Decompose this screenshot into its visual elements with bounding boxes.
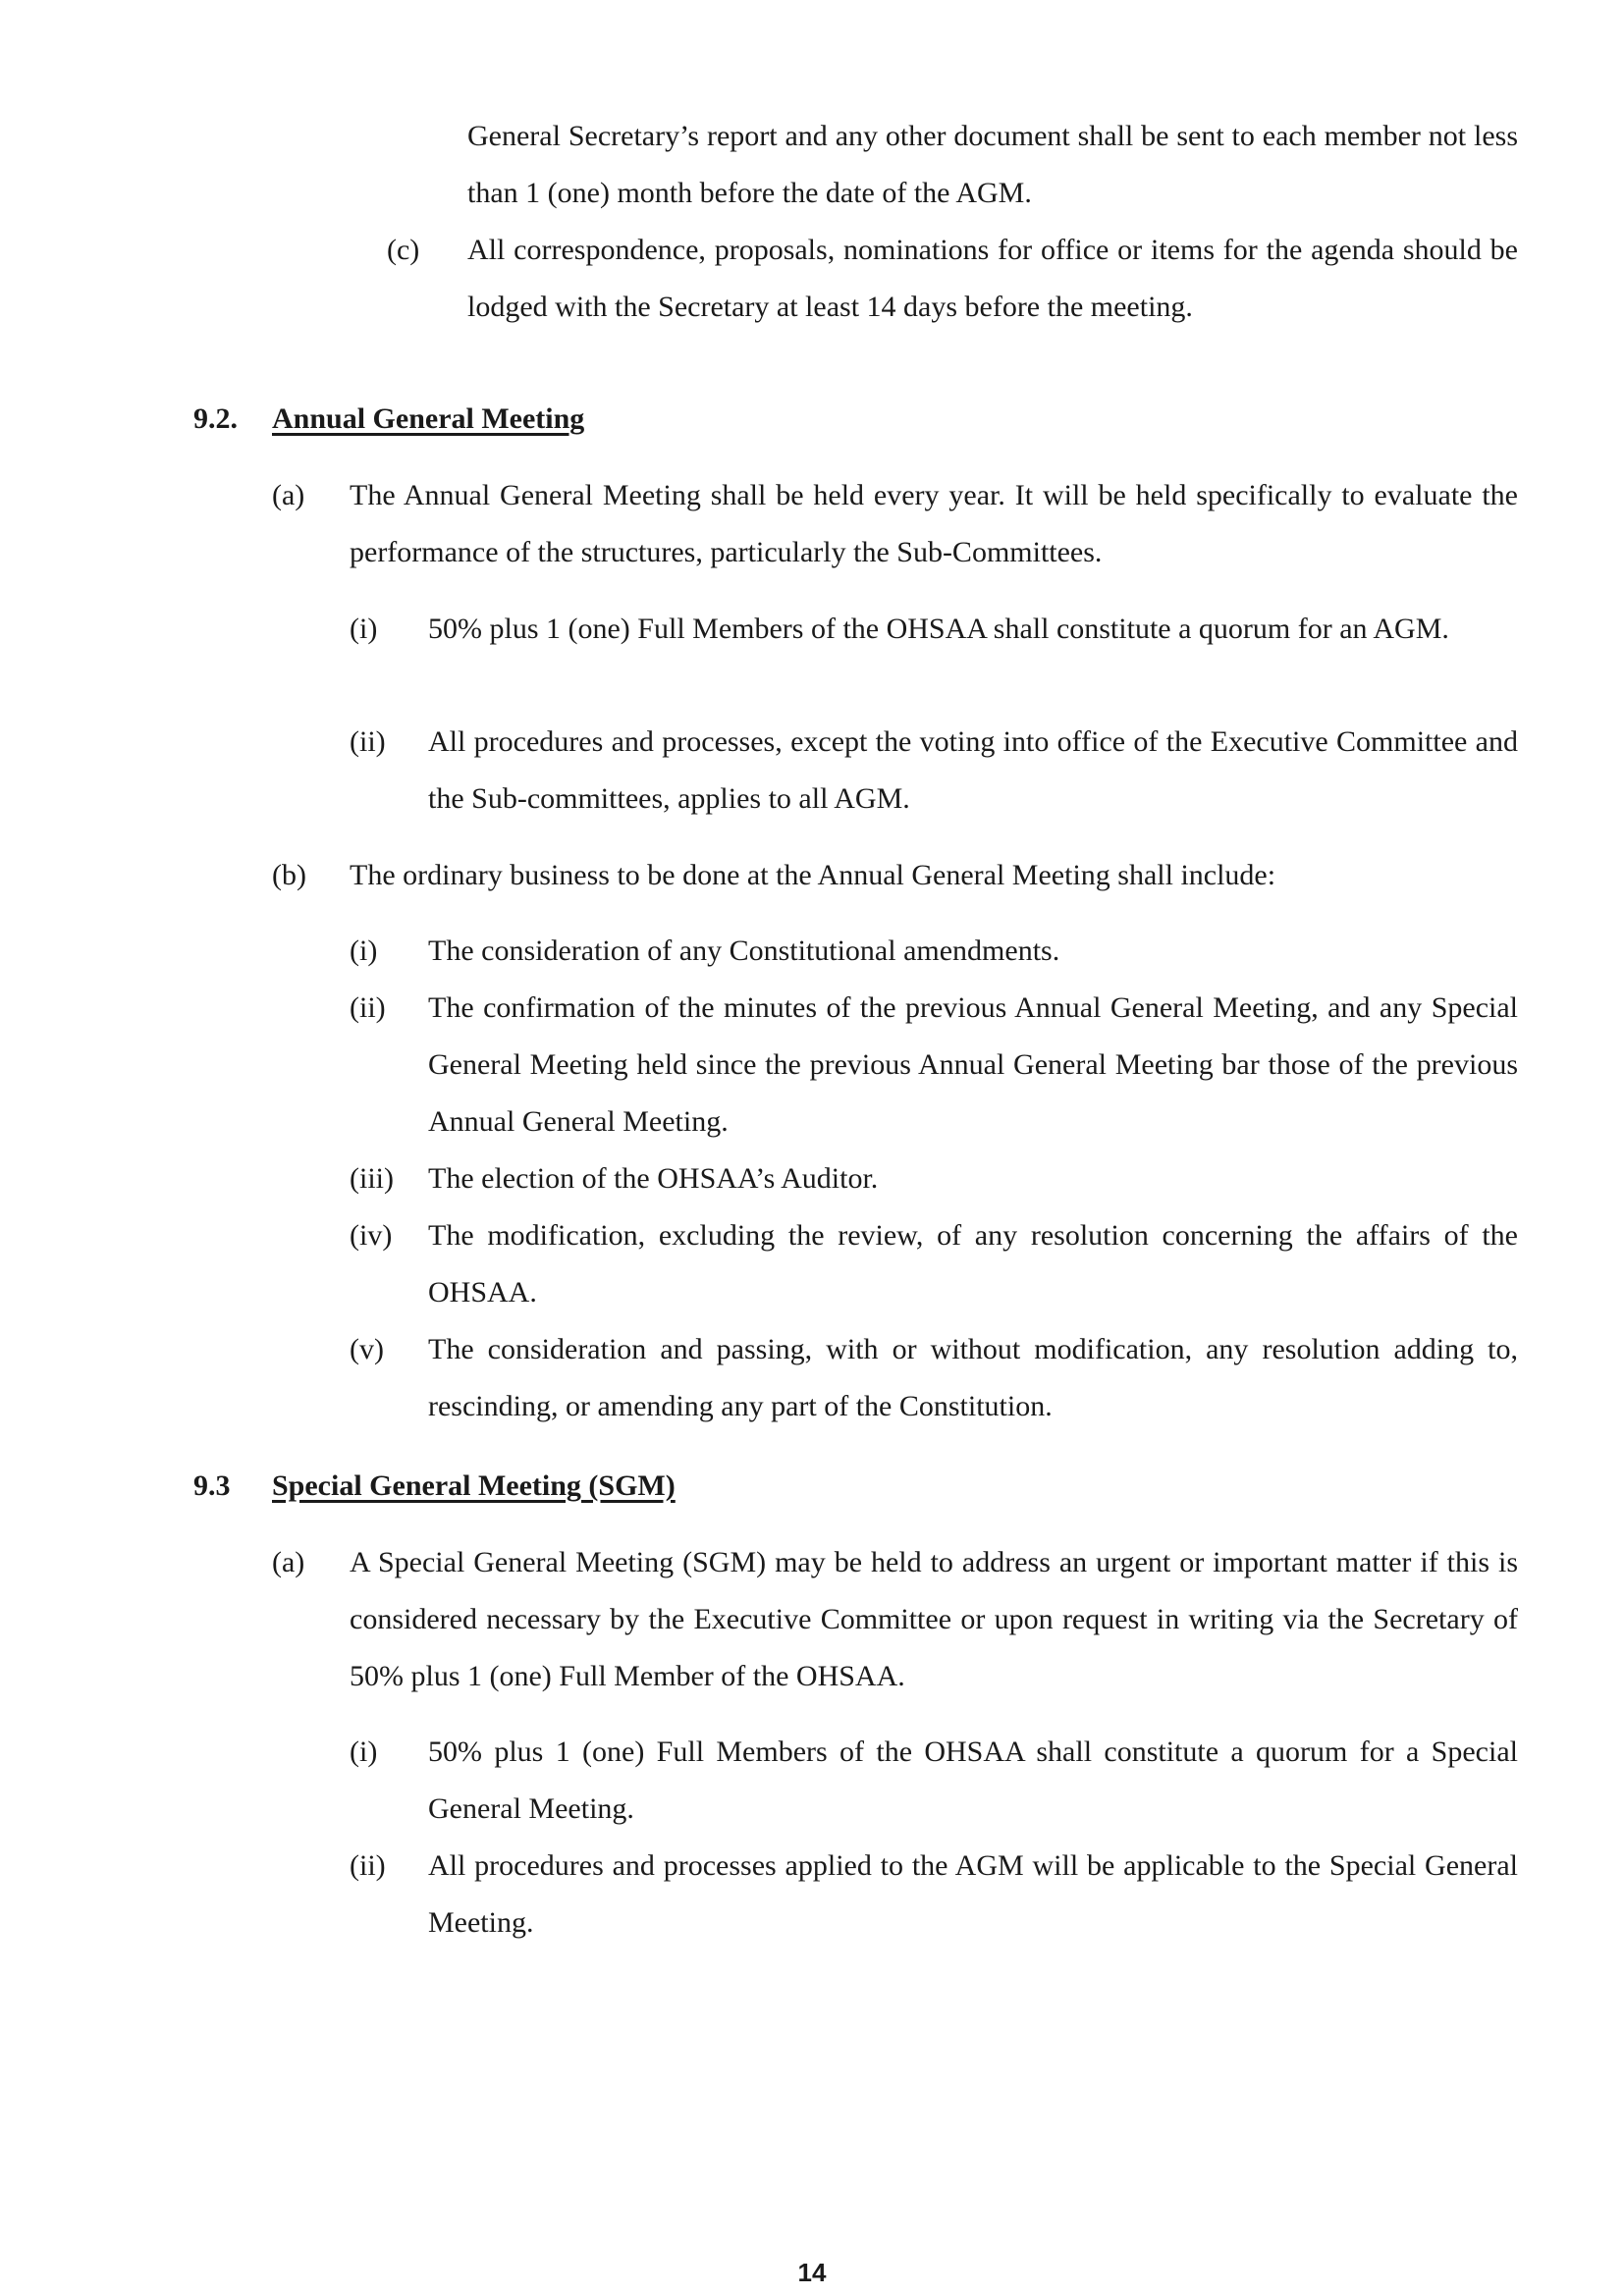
item-c-text: All correspondence, proposals, nominations for office or items for the agenda should be lodged with the Secretary at least 14 days before the meeting. bbox=[467, 234, 1518, 323]
item-c-marker: (c) bbox=[387, 234, 420, 266]
continued-paragraph: General Secretary’s report and any other document shall be sent to each member not less than 1 (one) month before the date of the AGM. bbox=[467, 120, 1518, 209]
s93-a-ii-text: All procedures and processes applied to the AGM will be applicable to the Special General Meeting. bbox=[428, 1849, 1518, 1939]
s92-b-marker: (b) bbox=[272, 859, 306, 891]
s92-a-i-marker: (i) bbox=[350, 613, 378, 645]
s92-b-iii-text: The election of the OHSAA’s Auditor. bbox=[428, 1162, 879, 1195]
s92-b-iv-marker: (iv) bbox=[350, 1219, 393, 1252]
s93-a-i-marker: (i) bbox=[350, 1735, 378, 1768]
s92-b-iv-text: The modification, excluding the review, of any resolution concerning the affairs of the OHSAA. bbox=[428, 1219, 1518, 1308]
s93-a-marker: (a) bbox=[272, 1546, 305, 1578]
page-number: 14 bbox=[797, 2258, 827, 2287]
section-9-2-title: Annual General Meeting bbox=[272, 402, 585, 435]
s93-a-i-text: 50% plus 1 (one) Full Members of the OHSAA shall constitute a quorum for a Special General Meeting. bbox=[428, 1735, 1518, 1825]
s92-b-ii-marker: (ii) bbox=[350, 991, 386, 1024]
s92-b-ii-text: The confirmation of the minutes of the previous Annual General Meeting, and any Special General Meeting held since the previous Annual General Meeting bar those of the previous Annual General Meeting. bbox=[428, 991, 1518, 1138]
s92-b-text: The ordinary business to be done at the Annual General Meeting shall include: bbox=[350, 859, 1276, 891]
s93-a-text: A Special General Meeting (SGM) may be held to address an urgent or important matter if this is considered necessary by the Executive Committee or upon request in writing via the Secretary of 50% plus 1 (one) Full Member of the OHSAA. bbox=[350, 1546, 1518, 1692]
s92-a-marker: (a) bbox=[272, 479, 305, 511]
s92-b-i-marker: (i) bbox=[350, 934, 378, 967]
s92-b-v-text: The consideration and passing, with or without modification, any resolution adding to, rescinding, or amending any part of the Constitution. bbox=[428, 1333, 1518, 1422]
section-9-3-title: Special General Meeting (SGM) bbox=[272, 1469, 676, 1502]
s92-b-i-text: The consideration of any Constitutional amendments. bbox=[428, 934, 1060, 967]
s92-b-v-marker: (v) bbox=[350, 1333, 384, 1365]
section-9-2-number: 9.2. bbox=[193, 402, 238, 435]
s92-a-text: The Annual General Meeting shall be held every year. It will be held specifically to evaluate the performance of the structures, particularly the Sub-Committees. bbox=[350, 479, 1518, 568]
s92-a-i-text: 50% plus 1 (one) Full Members of the OHSAA shall constitute a quorum for an AGM. bbox=[428, 613, 1449, 645]
s93-a-ii-marker: (ii) bbox=[350, 1849, 386, 1882]
section-9-3-number: 9.3 bbox=[193, 1469, 231, 1502]
s92-a-ii-text: All procedures and processes, except the voting into office of the Executive Committee and the Sub-committees, applies to all AGM. bbox=[428, 725, 1518, 815]
s92-b-iii-marker: (iii) bbox=[350, 1162, 394, 1195]
s92-a-ii-marker: (ii) bbox=[350, 725, 386, 758]
